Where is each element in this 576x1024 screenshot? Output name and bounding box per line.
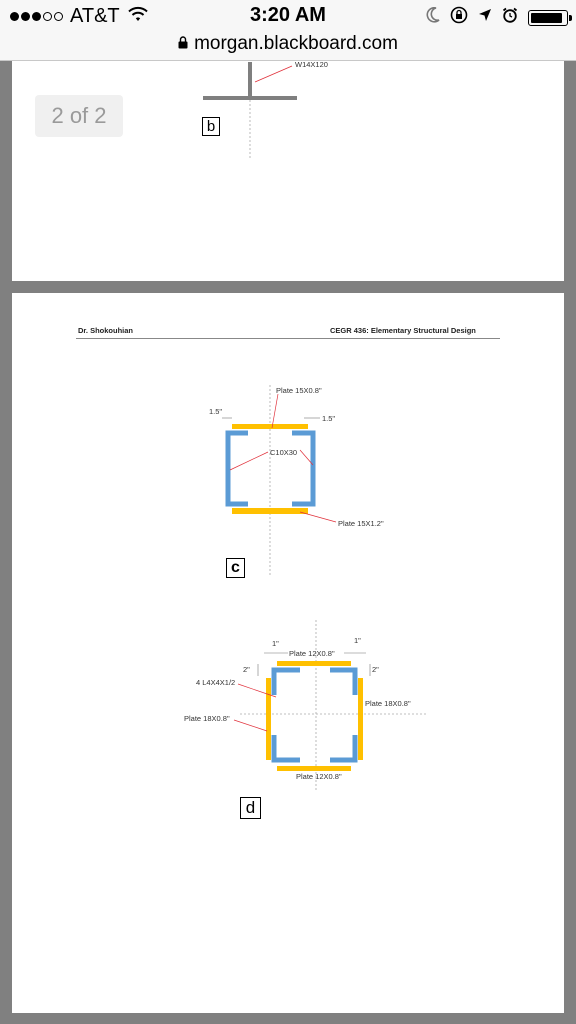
c-left-channel <box>228 433 248 504</box>
d-plate-left-leader <box>234 720 267 731</box>
c-channel-leader-left <box>230 452 268 470</box>
d-plate-top-label: Plate 12X0.8" <box>289 649 335 658</box>
header-course: CEGR 436: Elementary Structural Design <box>330 326 476 335</box>
c-top-plate <box>232 424 308 429</box>
d-right-gap-label: 2" <box>372 665 379 674</box>
c-right-offset-label: 1.5" <box>322 414 336 423</box>
d-bottom-plate <box>277 766 351 771</box>
d-left-gap-label: 2" <box>243 665 250 674</box>
d-plate-bottom-label: Plate 12X0.8" <box>296 772 342 781</box>
d-angles-label: 4 L4X4X1/2 <box>196 678 236 687</box>
figure-label-d: d <box>240 797 261 819</box>
d-left-dim-label: 1" <box>272 639 279 648</box>
d-angle-top-left <box>274 670 300 695</box>
c-bottom-plate <box>232 508 308 514</box>
c-plate-top-label: Plate 15X0.8" <box>276 386 322 395</box>
url-text[interactable]: morgan.blackboard.com <box>194 33 398 55</box>
figure-d <box>184 620 426 790</box>
page-indicator: 2 of 2 <box>35 95 123 137</box>
d-angle-top-right <box>330 670 355 695</box>
figure-label-c: c <box>226 558 245 578</box>
c-right-channel <box>292 433 313 504</box>
d-left-plate <box>266 678 271 760</box>
figure-c <box>209 385 384 575</box>
carrier-name: AT&T <box>70 5 120 27</box>
d-plate-right-label: Plate 18X0.8" <box>365 699 411 708</box>
d-right-dim-label: 1" <box>354 636 361 645</box>
beam-label: W14X120 <box>295 60 328 69</box>
clock-time: 3:20 AM <box>250 4 326 26</box>
d-angle-bottom-right <box>330 735 355 760</box>
d-angle-bottom-left <box>274 735 300 760</box>
d-top-plate <box>277 661 351 666</box>
c-plate-bottom-leader <box>300 512 336 522</box>
c-plate-bottom-label: Plate 15X1.2" <box>338 519 384 528</box>
d-plate-left-label: Plate 18X0.8" <box>184 714 230 723</box>
c-channel-label: C10X30 <box>270 448 298 457</box>
c-left-offset-label: 1.5" <box>209 407 223 416</box>
d-right-plate <box>358 678 363 760</box>
header-author: Dr. Shokouhian <box>78 326 134 335</box>
c-plate-top-leader <box>272 394 278 428</box>
figure-label-b: b <box>202 117 220 136</box>
